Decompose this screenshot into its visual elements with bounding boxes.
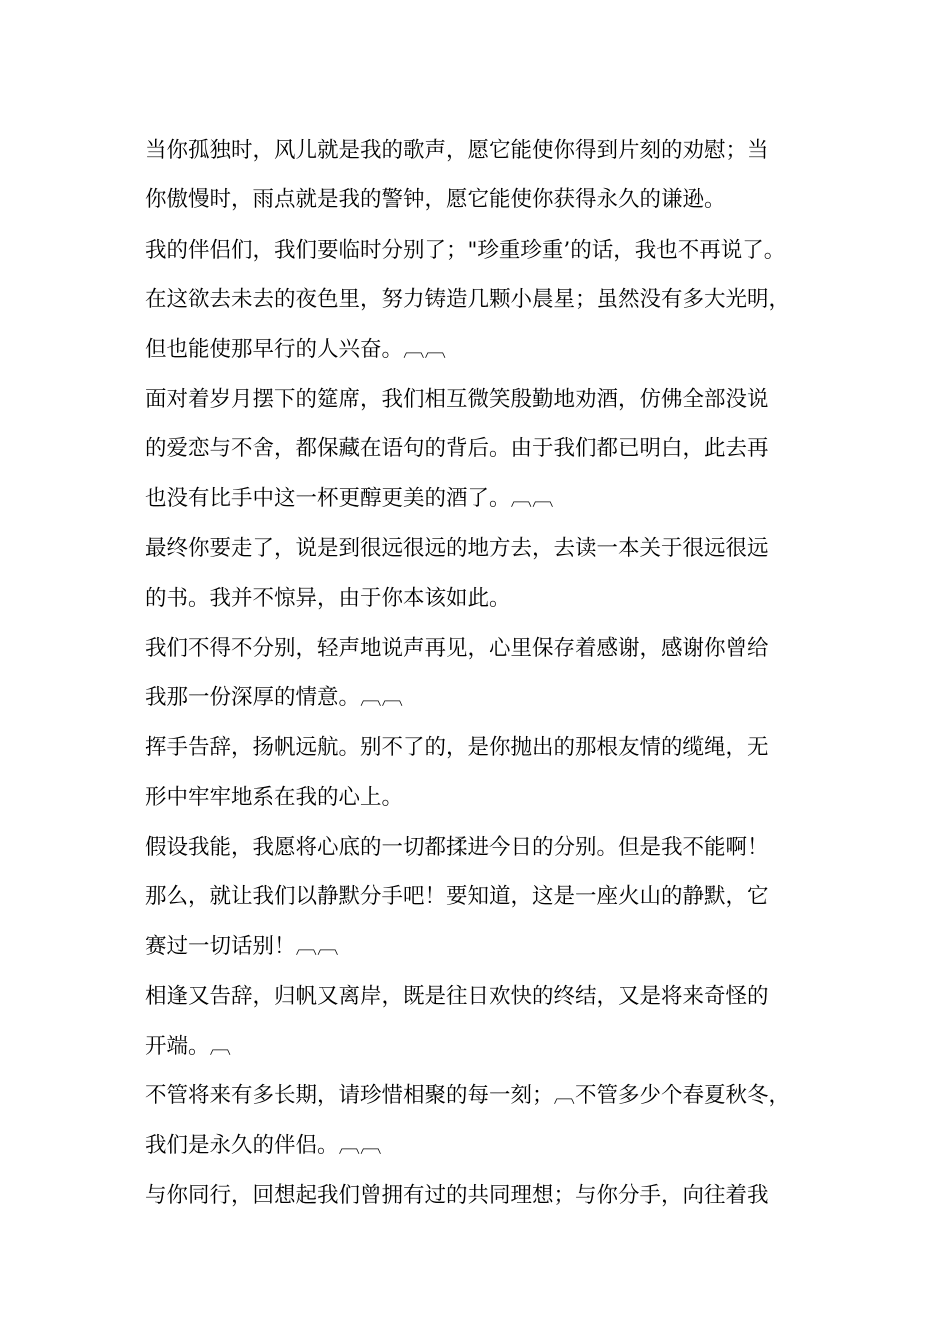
text-line: 不管将来有多长期，请珍惜相聚的每一刻；︹不管多少个春夏秋冬，: [145, 1083, 791, 1108]
text-line: 我们不得不分别，轻声地说声再见，心里保存着感谢，感谢你曾给: [145, 636, 769, 661]
text-line: 你傲慢时，雨点就是我的警钟，愿它能使你获得永久的谦逊。: [145, 187, 726, 212]
text-line: 赛过一切话别！︹︹: [145, 934, 339, 959]
text-line: 挥手告辞，扬帆远航。别不了的，是你抛出的那根友情的缆绳，无: [145, 735, 769, 760]
text-line: 最终你要走了，说是到很远很远的地方去，去读一本关于很远很远: [145, 536, 769, 561]
text-line: 开端。︹: [145, 1034, 232, 1059]
text-line: 的书。我并不惊异，由于你本该如此。: [145, 586, 511, 611]
text-line: 那么，就让我们以静默分手吧！要知道，这是一座火山的静默，它: [145, 884, 769, 909]
text-line: 形中牢牢地系在我的心上。: [145, 785, 404, 810]
text-line: 我们是永久的伴侣。︹︹: [145, 1133, 382, 1158]
text-line: 我那一份深厚的情意。︹︹: [145, 685, 404, 710]
text-line: 但也能使那早行的人兴奋。︹︹: [145, 337, 447, 362]
text-line: 假设我能，我愿将心底的一切都揉进今日的分别。但是我不能啊！: [145, 835, 769, 860]
text-line: 相逢又告辞，归帆又离岸，既是往日欢快的终结，又是将来奇怪的: [145, 984, 769, 1009]
text-line: 面对着岁月摆下的筵席，我们相互微笑殷勤地劝酒，仿佛全部没说: [145, 387, 769, 412]
text-line: 在这欲去未去的夜色里，努力铸造几颗小晨星；虽然没有多大光明，: [145, 287, 791, 312]
text-line: 当你孤独时，风儿就是我的歌声，愿它能使你得到片刻的劝慰；当: [145, 138, 769, 163]
text-line: 也没有比手中这一杯更醇更美的酒了。︹︹: [145, 486, 554, 511]
text-line: 的爱恋与不舍，都保藏在语句的背后。由于我们都已明白，此去再: [145, 436, 769, 461]
text-line: 与你同行，回想起我们曾拥有过的共同理想；与你分手，向往着我: [145, 1183, 769, 1208]
text-line: 我的伴侣们，我们要临时分别了；"珍重珍重’的话，我也不再说了。: [145, 238, 786, 263]
